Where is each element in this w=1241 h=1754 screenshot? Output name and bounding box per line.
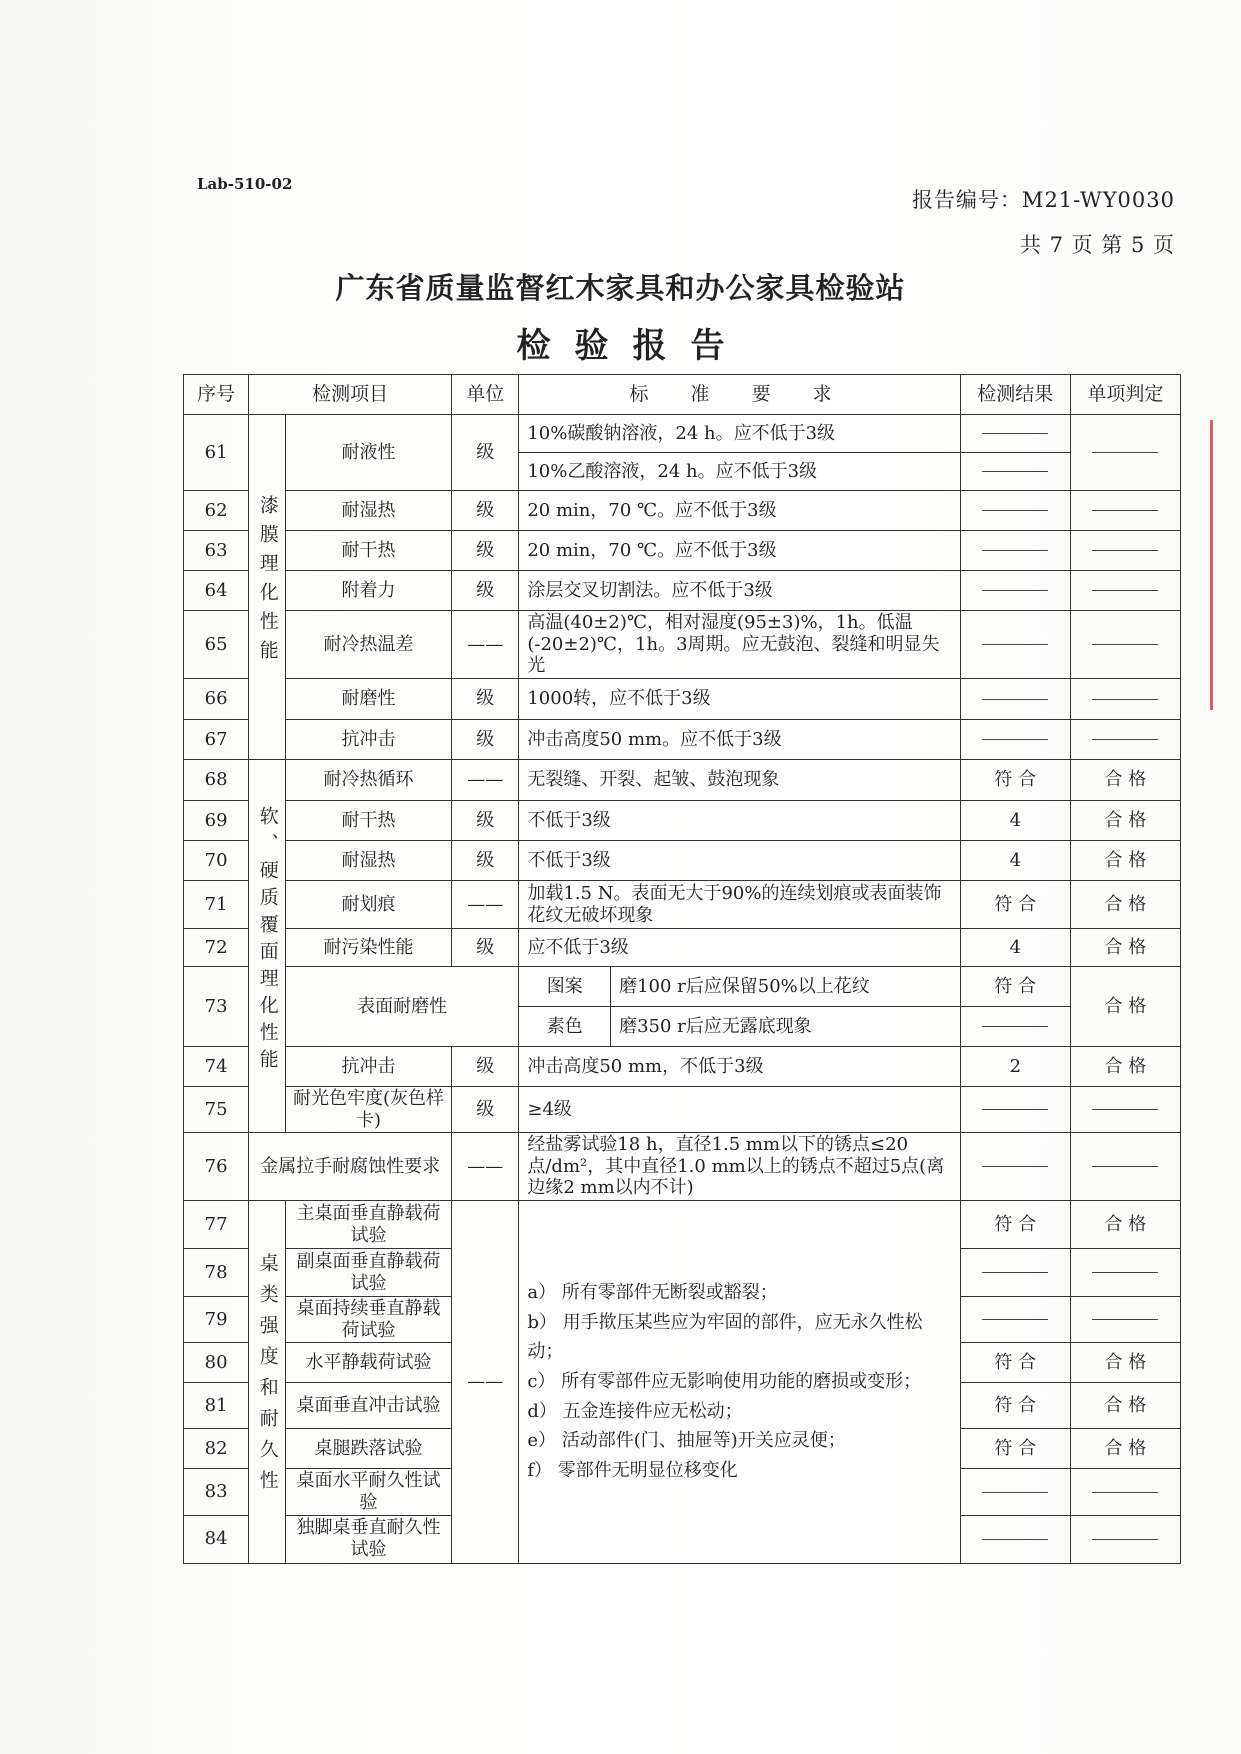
judgement <box>1070 415 1180 491</box>
unit: 级 <box>452 1087 519 1133</box>
judgement: 合 格 <box>1070 760 1180 801</box>
unit: —— <box>452 1201 519 1563</box>
unit: 级 <box>452 531 519 571</box>
header-item: 检测项目 <box>249 375 452 415</box>
row-number: 62 <box>184 491 249 531</box>
standard-requirement: 冲击高度50 mm。应不低于3级 <box>519 720 960 760</box>
test-item: 耐污染性能 <box>285 929 451 967</box>
result <box>960 571 1070 611</box>
judgement <box>1070 611 1180 679</box>
result <box>960 1249 1070 1297</box>
test-item: 独脚桌垂直耐久性试验 <box>285 1515 451 1563</box>
list-item: c） 所有零部件应无影响使用功能的磨损或变形； <box>527 1371 922 1393</box>
row-number: 82 <box>184 1429 249 1469</box>
row-number: 79 <box>184 1297 249 1343</box>
result: 4 <box>960 801 1070 841</box>
table-row <box>184 1047 1181 1087</box>
test-item: 副桌面垂直静载荷试验 <box>285 1249 451 1297</box>
result: 4 <box>960 929 1070 967</box>
unit: 级 <box>452 929 519 967</box>
row-number: 78 <box>184 1249 249 1297</box>
result <box>960 679 1070 720</box>
unit: 级 <box>452 720 519 760</box>
result <box>960 1087 1070 1133</box>
desk-standard-list <box>519 1201 960 1563</box>
unit: —— <box>452 760 519 801</box>
table-row <box>184 720 1181 760</box>
list-item: a） 所有零部件无断裂或豁裂； <box>527 1281 778 1303</box>
standard-requirement: 20 min，70 ℃。应不低于3级 <box>519 491 960 531</box>
list-item: d） 五金连接件应无松动； <box>527 1400 743 1422</box>
unit: —— <box>452 611 519 679</box>
judgement: 合 格 <box>1070 881 1180 929</box>
row-number: 71 <box>184 881 249 929</box>
test-item: 桌腿跌落试验 <box>285 1429 451 1469</box>
standard-requirement: 20 min，70 ℃。应不低于3级 <box>519 531 960 571</box>
row-number: 70 <box>184 841 249 881</box>
row-number: 74 <box>184 1047 249 1087</box>
result: 符 合 <box>960 1343 1070 1383</box>
row-number: 68 <box>184 760 249 801</box>
test-item: 耐冷热温差 <box>285 611 451 679</box>
judgement: 合 格 <box>1070 1343 1180 1383</box>
standard-requirement: 加载1.5 N。表面无大于90%的连续划痕或表面装饰花纹无破坏现象 <box>519 881 960 929</box>
result <box>960 531 1070 571</box>
row-number: 64 <box>184 571 249 611</box>
table-row <box>184 571 1181 611</box>
judgement <box>1070 1297 1180 1343</box>
test-item: 抗冲击 <box>285 720 451 760</box>
result <box>960 611 1070 679</box>
list-item: f） 零部件无明显位移变化 <box>527 1460 738 1482</box>
unit: 级 <box>452 415 519 491</box>
row-number: 61 <box>184 415 249 491</box>
red-stamp-edge <box>1210 420 1241 710</box>
result <box>960 1297 1070 1343</box>
test-item: 附着力 <box>285 571 451 611</box>
result: 符 合 <box>960 760 1070 801</box>
test-item: 耐湿热 <box>285 491 451 531</box>
row-number: 75 <box>184 1087 249 1133</box>
row-number: 65 <box>184 611 249 679</box>
result <box>960 1133 1070 1201</box>
sub-category: 图案 <box>519 967 611 1007</box>
header-no: 序号 <box>184 375 249 415</box>
row-number: 77 <box>184 1201 249 1249</box>
standard-requirement: ≥4级 <box>519 1087 960 1133</box>
result <box>960 1007 1070 1047</box>
result <box>960 491 1070 531</box>
test-item: 主桌面垂直静载荷试验 <box>285 1201 451 1249</box>
row-number: 76 <box>184 1133 249 1201</box>
table-row <box>184 611 1181 679</box>
group-paint: 漆膜理化性能 <box>249 415 286 760</box>
standard-requirement: 应不低于3级 <box>519 929 960 967</box>
sub-category: 素色 <box>519 1007 611 1047</box>
judgement <box>1070 531 1180 571</box>
judgement <box>1070 491 1180 531</box>
group-coating: 软、硬质覆面理化性能 <box>249 760 286 1133</box>
standard-requirement: 无裂缝、开裂、起皱、鼓泡现象 <box>519 760 960 801</box>
standard-requirement: 不低于3级 <box>519 801 960 841</box>
lab-code: Lab-510-02 <box>197 175 293 193</box>
result: 符 合 <box>960 1383 1070 1429</box>
standard-requirement: 10%碳酸钠溶液，24 h。应不低于3级 <box>519 415 960 453</box>
row-number: 69 <box>184 801 249 841</box>
row-number: 73 <box>184 967 249 1047</box>
row-number: 66 <box>184 679 249 720</box>
organization-name: 广东省质量监督红木家具和办公家具检验站 <box>335 271 906 305</box>
judgement: 合 格 <box>1070 967 1180 1047</box>
result: 符 合 <box>960 1429 1070 1469</box>
test-item: 耐磨性 <box>285 679 451 720</box>
unit: 级 <box>452 841 519 881</box>
test-item: 桌面水平耐久性试验 <box>285 1469 451 1515</box>
judgement <box>1070 1469 1180 1515</box>
unit: 级 <box>452 1047 519 1087</box>
row-number: 83 <box>184 1469 249 1515</box>
standard-requirement: 冲击高度50 mm，不低于3级 <box>519 1047 960 1087</box>
result <box>960 1469 1070 1515</box>
test-item: 耐湿热 <box>285 841 451 881</box>
result <box>960 720 1070 760</box>
test-item: 抗冲击 <box>285 1047 451 1087</box>
judgement <box>1070 720 1180 760</box>
test-item: 耐液性 <box>285 415 451 491</box>
header-standard: 标 准 要 求 <box>519 375 960 415</box>
row-number: 84 <box>184 1515 249 1563</box>
table-row <box>184 841 1181 881</box>
judgement <box>1070 679 1180 720</box>
unit: 级 <box>452 679 519 720</box>
table-row <box>184 415 1181 453</box>
inspection-table <box>183 374 1181 1564</box>
unit: —— <box>452 1133 519 1201</box>
result: 2 <box>960 1047 1070 1087</box>
result: 4 <box>960 841 1070 881</box>
table-row <box>184 531 1181 571</box>
row-number: 72 <box>184 929 249 967</box>
header-result: 检测结果 <box>960 375 1070 415</box>
test-item: 耐划痕 <box>285 881 451 929</box>
row-number: 80 <box>184 1343 249 1383</box>
standard-requirement: 1000转，应不低于3级 <box>519 679 960 720</box>
table-row <box>184 801 1181 841</box>
test-item: 耐冷热循环 <box>285 760 451 801</box>
standard-requirement: 经盐雾试验18 h，直径1.5 mm以下的锈点≤20点/dm²，其中直径1.0 mm以上的锈点不超过5点(离边缘2 mm以内不计) <box>519 1133 960 1201</box>
result <box>960 453 1070 491</box>
table-row <box>184 1201 1181 1249</box>
unit: 级 <box>452 801 519 841</box>
test-item: 桌面垂直冲击试验 <box>285 1383 451 1429</box>
judgement <box>1070 571 1180 611</box>
test-item: 金属拉手耐腐蚀性要求 <box>249 1133 452 1201</box>
judgement: 合 格 <box>1070 801 1180 841</box>
judgement <box>1070 1087 1180 1133</box>
list-item: b） 用手揿压某些应为牢固的部件，应无永久性松动； <box>527 1311 923 1363</box>
result <box>960 415 1070 453</box>
table-row <box>184 760 1181 801</box>
table-row <box>184 881 1181 929</box>
test-item: 桌面持续垂直静载荷试验 <box>285 1297 451 1343</box>
test-item: 耐干热 <box>285 801 451 841</box>
header-unit: 单位 <box>452 375 519 415</box>
judgement: 合 格 <box>1070 1047 1180 1087</box>
test-item: 耐干热 <box>285 531 451 571</box>
judgement: 合 格 <box>1070 1383 1180 1429</box>
table-header-row <box>184 375 1181 415</box>
standard-requirement: 磨100 r后应保留50%以上花纹 <box>611 967 961 1007</box>
table-row <box>184 967 1181 1007</box>
judgement: 合 格 <box>1070 1429 1180 1469</box>
result <box>960 1515 1070 1563</box>
report-title: 检验报告 <box>516 326 749 366</box>
result: 符 合 <box>960 967 1070 1007</box>
test-item: 耐光色牢度(灰色样卡) <box>285 1087 451 1133</box>
table-row <box>184 1087 1181 1133</box>
row-number: 63 <box>184 531 249 571</box>
standard-requirement: 涂层交叉切割法。应不低于3级 <box>519 571 960 611</box>
unit: —— <box>452 881 519 929</box>
standard-requirement: 高温(40±2)℃，相对湿度(95±3)%，1h。低温(-20±2)℃，1h。3周期。应无鼓泡、裂缝和明显失光 <box>519 611 960 679</box>
test-item: 水平静载荷试验 <box>285 1343 451 1383</box>
row-number: 67 <box>184 720 249 760</box>
standard-requirement: 10%乙酸溶液，24 h。应不低于3级 <box>519 453 960 491</box>
table-row <box>184 679 1181 720</box>
judgement: 合 格 <box>1070 929 1180 967</box>
report-number: 报告编号：M21-WY0030 <box>911 188 1175 212</box>
header-judgement: 单项判定 <box>1070 375 1180 415</box>
group-desk: 桌类强度和耐久性 <box>249 1201 286 1563</box>
judgement: 合 格 <box>1070 841 1180 881</box>
list-item: e） 活动部件(门、抽屉等)开关应灵便； <box>527 1430 846 1452</box>
result: 符 合 <box>960 881 1070 929</box>
table-row <box>184 1133 1181 1201</box>
judgement <box>1070 1133 1180 1201</box>
unit: 级 <box>452 571 519 611</box>
standard-requirement: 不低于3级 <box>519 841 960 881</box>
result: 符 合 <box>960 1201 1070 1249</box>
test-item: 表面耐磨性 <box>285 967 518 1047</box>
judgement: 合 格 <box>1070 1201 1180 1249</box>
judgement <box>1070 1515 1180 1563</box>
standard-requirement: 磨350 r后应无露底现象 <box>611 1007 961 1047</box>
judgement <box>1070 1249 1180 1297</box>
table-row <box>184 929 1181 967</box>
page-info: 共 7 页 第 5 页 <box>1019 233 1175 257</box>
unit: 级 <box>452 491 519 531</box>
row-number: 81 <box>184 1383 249 1429</box>
table-row <box>184 491 1181 531</box>
